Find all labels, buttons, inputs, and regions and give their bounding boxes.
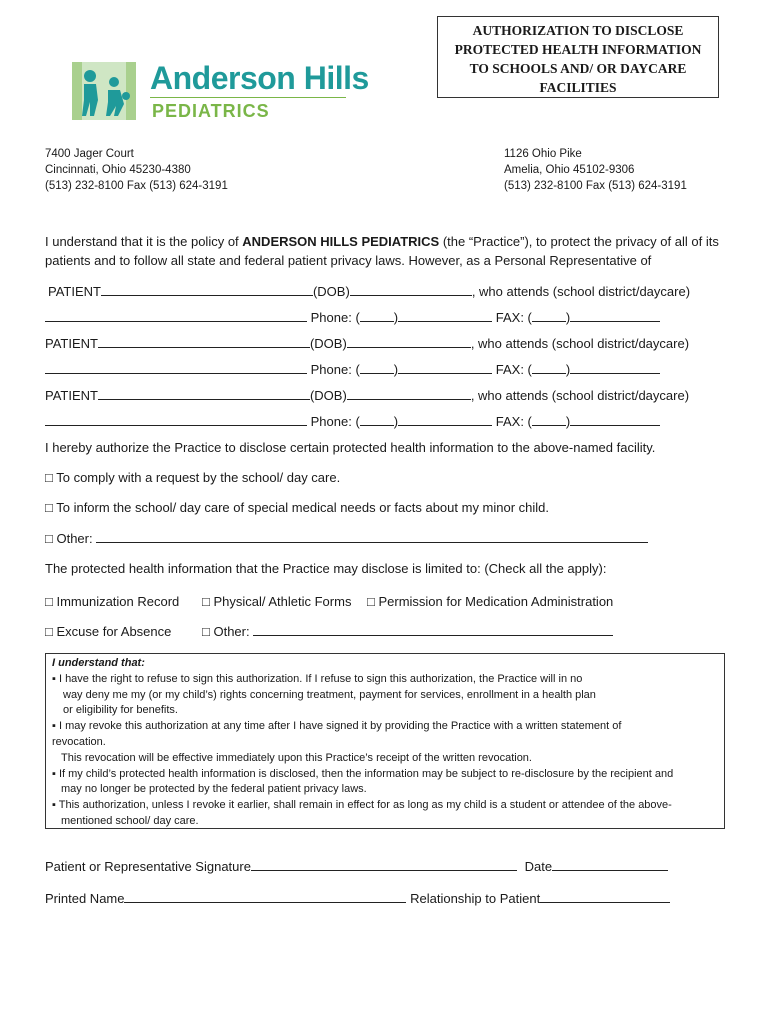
info-other-field[interactable] (253, 622, 613, 636)
date-label: Date (524, 859, 553, 874)
notice-line: ▪ This authorization, unless I revoke it earlier, shall remain in effect for as long as my child is a student or attendee of the above- (52, 799, 672, 812)
notice-line: may no longer be protected by the federal patient privacy laws. (61, 783, 367, 796)
purpose-other-checkbox[interactable]: □ Other: (45, 531, 97, 546)
phone-close: ) (393, 310, 399, 325)
phone-close: ) (393, 414, 399, 429)
attends-label: , who attends (school district/daycare) (470, 336, 690, 351)
fax-area-field[interactable] (532, 308, 566, 322)
school-field[interactable] (45, 360, 307, 374)
notice-heading: I understand that: (52, 657, 145, 669)
purpose-other-row (45, 529, 648, 548)
dob-label: (DOB) (309, 336, 347, 351)
children-logo-icon (68, 60, 138, 124)
notice-line: ▪ If my child’s protected health information is disclosed, then the information may be subject to re-disclosure by the recipient and (52, 767, 674, 780)
fax-number-field[interactable] (570, 360, 660, 374)
printed-name-field[interactable] (124, 889, 406, 903)
practice-logo (68, 60, 369, 124)
printed-name-row (45, 889, 670, 908)
phone-number-field[interactable] (398, 412, 492, 426)
date-field[interactable] (552, 857, 668, 871)
attends-label: , who attends (school district/daycare) (471, 284, 691, 299)
patient-row-1 (48, 282, 690, 301)
intro-text: I understand that it is the policy of (45, 234, 243, 249)
relationship-label: Relationship to Patient (410, 891, 541, 906)
physical-forms-checkbox[interactable]: □ Physical/ Athletic Forms (202, 594, 352, 609)
dob-field[interactable] (347, 334, 471, 348)
dob-field[interactable] (347, 386, 471, 400)
notice-line: ▪ I have the right to refuse to sign this authorization. If I refuse to sign this authorization, the Practice will in no (52, 672, 583, 685)
logo-subtitle: PEDIATRICS (152, 101, 270, 121)
patient-label: PATIENT (45, 388, 98, 403)
medication-checkbox[interactable]: □ Permission for Medication Administration (367, 594, 614, 609)
phone-area-field[interactable] (360, 360, 394, 374)
printed-name-label: Printed Name (45, 891, 125, 906)
contact-row-3 (45, 412, 660, 431)
form-title-box (437, 16, 719, 98)
phone-label: Phone: ( (310, 414, 360, 429)
address-line: 7400 Jager Court (45, 148, 134, 160)
address-line: Cincinnati, Ohio 45230-4380 (45, 164, 191, 176)
notice-line: way deny me my (or my child’s) rights concerning treatment, payment for services, enrollment in a health plan (63, 688, 596, 701)
phone-label: Phone: ( (310, 310, 360, 325)
notice-line: This revocation will be effective immediately upon this Practice’s receipt of the written revocation. (61, 751, 532, 764)
intro-text: (the “Practice”), to protect the privacy of all of its patients and to follow all state and federal patient privacy laws. However, as a Personal Representative of (45, 234, 719, 268)
form-title-line: AUTHORIZATION TO DISCLOSE (472, 23, 684, 38)
relationship-field[interactable] (540, 889, 670, 903)
info-other-row (202, 622, 613, 641)
patient-row-2 (45, 334, 689, 353)
patient-label: PATIENT (48, 284, 101, 299)
purpose-other-field[interactable] (96, 529, 648, 543)
address-line: (513) 232-8100 Fax (513) 624-3191 (504, 180, 687, 192)
patient-name-field[interactable] (101, 282, 313, 296)
fax-close: ) (565, 362, 571, 377)
form-title-line: PROTECTED HEALTH INFORMATION (454, 42, 702, 57)
form-title-line: TO SCHOOLS AND/ OR DAYCARE (469, 61, 687, 76)
fax-label: FAX: ( (495, 310, 532, 325)
fax-close: ) (565, 310, 571, 325)
attends-label: , who attends (school district/daycare) (470, 388, 690, 403)
phone-label: Phone: ( (310, 362, 360, 377)
fax-label: FAX: ( (495, 414, 532, 429)
patient-label: PATIENT (45, 336, 98, 351)
address-line: (513) 232-8100 Fax (513) 624-3191 (45, 180, 228, 192)
fax-close: ) (565, 414, 571, 429)
fax-number-field[interactable] (570, 308, 660, 322)
phone-number-field[interactable] (398, 360, 492, 374)
fax-area-field[interactable] (532, 412, 566, 426)
school-field[interactable] (45, 308, 307, 322)
signature-field[interactable] (251, 857, 517, 871)
absence-checkbox[interactable]: □ Excuse for Absence (45, 624, 172, 639)
contact-row-1 (45, 308, 660, 327)
dob-label: (DOB) (309, 388, 347, 403)
practice-name: ANDERSON HILLS PEDIATRICS (242, 234, 440, 249)
intro-paragraph (45, 232, 735, 270)
limited-statement: The protected health information that the Practice may disclose is limited to: (Check all the apply): (45, 561, 607, 576)
dob-label: (DOB) (312, 284, 350, 299)
fax-number-field[interactable] (570, 412, 660, 426)
logo-divider (150, 97, 346, 98)
phone-area-field[interactable] (360, 412, 394, 426)
patient-name-field[interactable] (98, 334, 310, 348)
signature-label: Patient or Representative Signature (45, 859, 251, 874)
school-field[interactable] (45, 412, 307, 426)
address-right (504, 146, 687, 194)
notice-line: revocation. (52, 735, 106, 748)
address-line: 1126 Ohio Pike (504, 148, 582, 160)
purpose-comply-checkbox[interactable]: □ To comply with a request by the school/ day care. (45, 470, 341, 485)
authorize-statement: I hereby authorize the Practice to disclose certain protected health information to the above-named facility. (45, 440, 656, 455)
notice-line: or eligibility for benefits. (63, 704, 178, 717)
phone-close: ) (393, 362, 399, 377)
dob-field[interactable] (350, 282, 472, 296)
patient-row-3 (45, 386, 689, 405)
address-left (45, 146, 228, 194)
fax-label: FAX: ( (495, 362, 532, 377)
notice-line: mentioned school/ day care. (61, 814, 199, 827)
notice-line: ▪ I may revoke this authorization at any time after I have signed it by providing the Practice with a written statement of (52, 720, 622, 733)
address-line: Amelia, Ohio 45102-9306 (504, 164, 635, 176)
immunization-checkbox[interactable]: □ Immunization Record (45, 594, 180, 609)
understanding-notice (45, 653, 725, 829)
purpose-inform-checkbox[interactable]: □ To inform the school/ day care of special medical needs or facts about my minor child. (45, 500, 550, 515)
patient-name-field[interactable] (98, 386, 310, 400)
logo-title: Anderson Hills (150, 60, 369, 96)
form-title-line: FACILITIES (539, 80, 617, 95)
phone-number-field[interactable] (398, 308, 492, 322)
fax-area-field[interactable] (532, 360, 566, 374)
signature-row (45, 857, 668, 876)
info-other-checkbox[interactable]: □ Other: (202, 624, 254, 639)
phone-area-field[interactable] (360, 308, 394, 322)
contact-row-2 (45, 360, 660, 379)
